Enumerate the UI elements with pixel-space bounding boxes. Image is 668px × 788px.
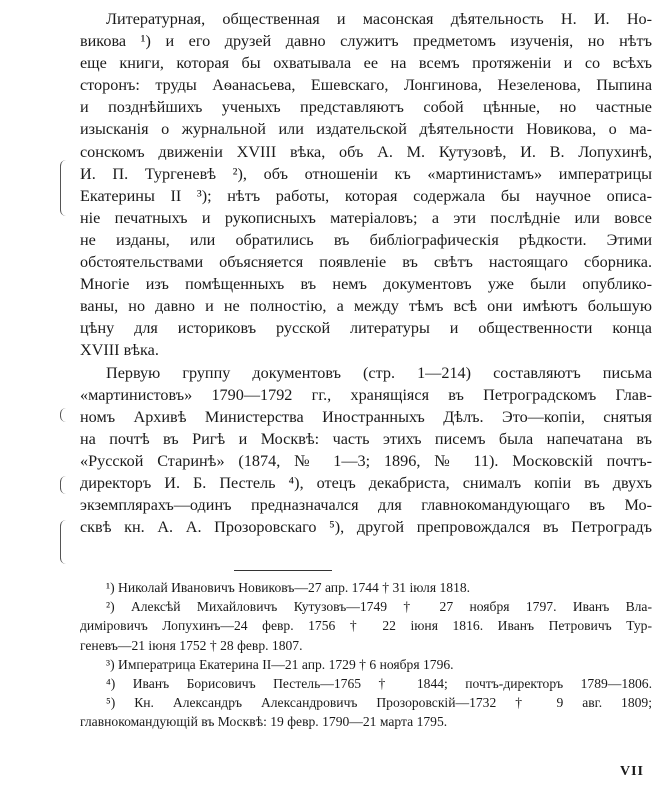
text-line: цѣну для историковъ русской литературы и общественности конца [80,319,652,338]
footnotes [80,578,652,732]
text-line: обстоятельствами объясняется появленіе въ свѣтъ настоящаго сборника. [80,253,652,272]
text-line: ваны, но давно и не полностію, а между тѣмъ всѣ они имѣютъ большую [80,297,652,316]
text-line: «Русской Старинѣ» (1874, № 1—3; 1896, № 11). Московскій почтъ- [80,451,652,470]
text-line: изысканія о журнальной или издательской дѣятельности Новикова, о ма- [80,120,652,139]
footnote-line: ⁵) Кн. Александръ Александровичъ Прозоровскій—1732 † 9 авг. 1809; [106,695,652,711]
text-line: викова ¹) и его друзей давно служитъ предметомъ изученія, но нѣтъ [80,32,652,51]
margin-bracket-mark [60,408,71,422]
text-line: И. П. Тургеневѣ ²), объ отношеніи къ «мартинистамъ» императрицы [80,164,652,183]
margin-bracket-mark [60,476,71,494]
text-line: экземплярахъ—одинъ предназначался для главнокомандующаго въ Мо- [80,496,652,515]
text-line: еще книги, которая бы охватывала ее на всемъ протяженіи и со всѣхъ [80,54,652,73]
footnote-line: ¹) Николай Ивановичъ Новиковъ—27 апр. 1744 † 31 іюля 1818. [106,580,471,595]
footnote-line: главнокомандующій въ Москвѣ: 19 февр. 1790—21 марта 1795. [80,714,448,730]
text-line: номъ Архивѣ Министерства Иностранныхъ Дѣлъ. Это—копіи, снятыя [80,407,652,426]
page-number: VII [620,764,645,779]
text-line: и позднѣйшихъ ученыхъ представляютъ собой цѣнные, но частные [80,98,652,117]
text-line: «мартинистовъ» 1790—1792 гг., хранящіяся въ Петроградскомъ Глав- [80,385,652,404]
footnote-divider [234,570,332,571]
text-line: не изданы, или обратились въ библіографическія рѣдкости. Этими [80,230,652,249]
footnote-line: ⁴) Иванъ Борисовичъ Пестель—1765 † 1844; почтъ-директоръ 1789—1806. [106,675,652,691]
text-line: сонскомъ движеніи XVIII вѣка, объ А. М. Кутузовѣ, И. В. Лопухинѣ, [80,142,652,161]
text-line: сквѣ кн. А. А. Прозоровскаго ⁵), другой препровождался въ Петроградъ [80,518,652,537]
footnote-line: геневъ—21 іюня 1752 † 28 февр. 1807. [80,637,303,653]
text-line: директоръ И. Б. Пестель ⁴), отецъ декабриста, снималъ копіи въ двухъ [80,473,652,492]
margin-bracket-mark [60,520,71,564]
text-line: ніе печатныхъ и рукописныхъ матеріаловъ; а эти послѣдніе или вовсе [80,208,652,227]
footnote-line: ³) Императрица Екатерина II—21 апр. 1729 † 6 ноября 1796. [106,656,454,672]
main-text-body [80,8,652,538]
text-line: Екатерины II ³); нѣтъ работы, которая содержала бы научное описа- [80,186,652,205]
footnote-line: ²) Алексѣй Михайловичъ Кутузовъ—1749 † 27 ноября 1797. Иванъ Вла- [106,599,652,615]
text-line: сторонъ: труды Аѳанасьева, Ешевскаго, Лонгинова, Незеленова, Пыпина [80,76,652,95]
text-line: на почтѣ въ Ригѣ и Москвѣ: часть этихъ писемъ была напечатана въ [80,429,652,448]
text-line: Многіе изъ помѣщенныхъ въ немъ документовъ уже были опублико- [80,275,652,294]
text-line: Первую группу документовъ (стр. 1—214) составляютъ письма [106,363,652,382]
text-line: XVIII вѣка. [80,341,159,360]
margin-bracket-mark [60,160,71,216]
footnote-line: диміровичъ Лопухинъ—24 февр. 1756 † 22 іюня 1816. Иванъ Петровичъ Тур- [80,618,652,634]
text-line: Литературная, общественная и масонская дѣятельность Н. И. Но- [106,10,652,28]
